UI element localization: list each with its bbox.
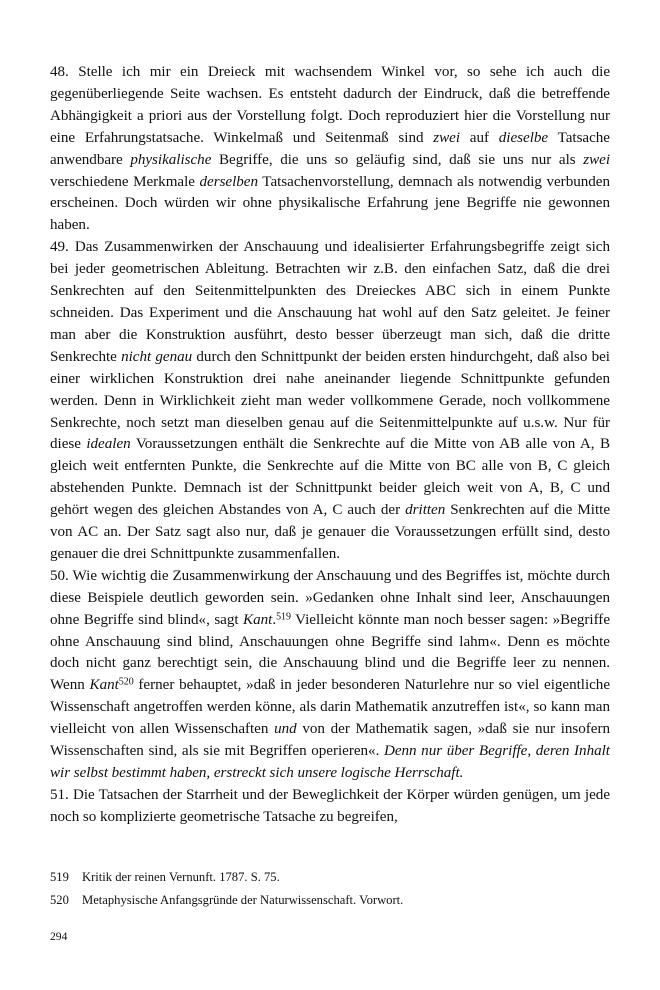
paragraph-48: 48. Stelle ich mir ein Dreieck mit wachsendem Winkel vor, so sehe ich auch die gegenüberliegende Seite wachsen. Es entsteht dadurch der Eindruck, daß die betreffende Abhängigkeit a priori aus der Vorstellung folgt. Doch reproduziert hier die Vorstellung nur eine Erfahrungstatsache. Winkelmaß und Seitenmaß sind zwei auf dieselbe Tatsache anwendbare physikalische Begriffe, die uns so geläufig sind, daß sie uns nur als zwei verschiedene Merkmale derselben Tatsachenvorstellung, demnach als notwendig verbunden erscheinen. Doch würden wir ohne physikalische Erfahrung jene Begriffe nie gewonnen haben. [50, 64, 611, 234]
paragraph-51: 51. Die Tatsachen der Starrheit und der Beweglichkeit der Körper würden genügen, um jede noch so komplizierte geometrische Tatsache zu begreifen, [50, 786, 610, 825]
footnote-text: Metaphysische Anfangsgründe der Naturwissenschaft. Vorwort. [82, 892, 404, 907]
footnote-519 [50, 866, 610, 889]
body-text-block [50, 62, 610, 829]
page-number: 294 [50, 930, 68, 943]
footnote-marker: 519 [50, 870, 69, 884]
paragraph-50: 50. Wie wichtig die Zusammenwirkung der Anschauung und des Begriffes ist, möchte durch diese Beispiele deutlich geworden sein. »Gedanken ohne Inhalt sind leer, Anschauungen ohne Begriffe sind blind«, sagt Kant.$^{519}$ Vielleicht könnte man noch besser sagen: »Begriffe ohne Anschauung sind blind, Anschauungen ohne Begriffe sind lahm«. Denn es möchte doch nicht ganz berechtigt sein, die Anschauung blind und die Begriffe leer zu nennen. Wenn Kant$^{520}$ ferner behauptet, »daß in jeder besonderen Naturlehre nur so viel eigentliche Wissenschaft angetroffen werden könne, als darin Mathematik anzutreffen ist«, so kann man vielleicht von allen Wissenschaften und von der Mathematik sagen, »daß sie nur insofern Wissenschaften sind, als sie mit Begriffen operieren«. Denn nur über Begriffe, deren Inhalt wir selbst bestimmt haben, erstreckt sich unsere logische Herrschaft. [50, 567, 611, 781]
footnote-marker: 520 [50, 892, 69, 907]
footnote-text: Kritik der reinen Vernunft. 1787. S. 75. [82, 870, 280, 884]
footnote-block [50, 866, 610, 911]
footnote-520 [50, 889, 610, 912]
paragraph-49: 49. Das Zusammenwirken der Anschauung und idealisierter Erfahrungsbegriffe zeigt sich bei jeder geometrischen Ableitung. Betrachten wir z.B. den einfachen Satz, daß die drei Senkrechten auf den Seitenmittelpunkten des Dreieckes ABC sich in einem Punkte schneiden. Das Experiment und die Anschauung hat wohl auf den Satz geleitet. Je feiner man aber die Konstruktion ausführt, desto besser überzeugt man sich, daß die dritte Senkrechte nicht genau durch den Schnittpunkt der beiden ersten hindurchgeht, daß also bei einer wirklichen Konstruktion drei nahe aneinander liegende Schnittpunkte gefunden werden. Denn in Wirklichkeit zieht man weder vollkommene Gerade, noch vollkommene Senkrechte, noch setzt man dieselben genau auf die Seitenmittelpunkte auf u.s.w. Nur für diese idealen Voraussetzungen enthält die Senkrechte auf die Mitte von AB alle von A, B gleich weit entfernten Punkte, die Senkrechte auf die Mitte von BC alle von B, C gleich abstehenden Punkte. Demnach ist der Schnittpunkt beider gleich weit von A, B, C und gehört wegen des gleichen Abstandes von A, C auch der dritten Senkrechten auf die Mitte von AC an. Der Satz sagt also nur, daß je genauer die Voraussetzungen erfüllt sind, desto genauer die drei Schnittpunkte zusammenfallen. [50, 239, 611, 562]
